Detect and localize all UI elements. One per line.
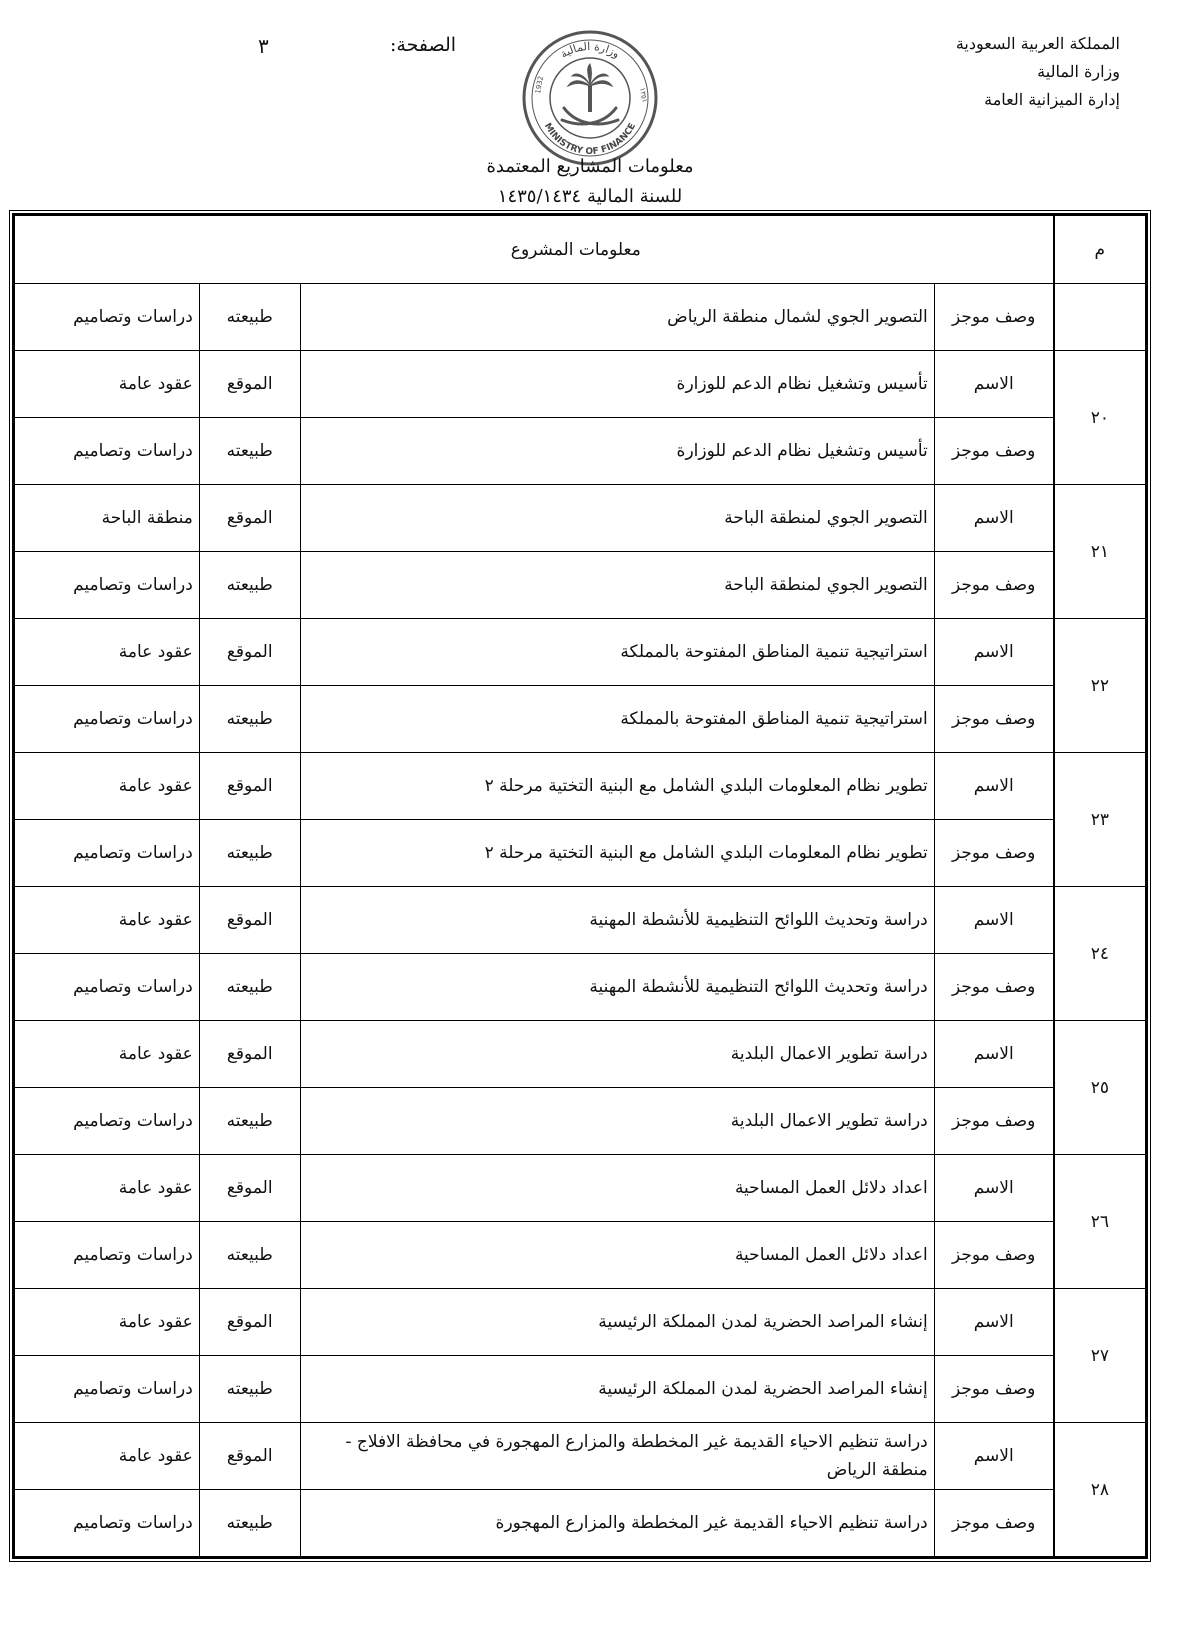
row-number: ٢١ <box>1054 485 1147 619</box>
project-nature: دراسات وتصاميم <box>14 1222 200 1289</box>
table-row <box>14 1356 1147 1423</box>
label-desc: وصف موجز <box>934 820 1053 887</box>
label-location: الموقع <box>199 1021 300 1088</box>
org-line-ministry: وزارة المالية <box>1037 62 1120 81</box>
title-line-2: للسنة المالية ١٤٣٥/١٤٣٤ <box>497 186 683 207</box>
label-name: الاسم <box>934 485 1053 552</box>
label-desc: وصف موجز <box>934 552 1053 619</box>
project-desc: تطوير نظام المعلومات البلدي الشامل مع البنية التختية مرحلة ٢ <box>300 820 934 887</box>
label-location: الموقع <box>199 351 300 418</box>
table-row <box>14 418 1147 485</box>
project-desc: دراسة تنظيم الاحياء القديمة غير المخططة والمزارع المهجورة <box>300 1490 934 1558</box>
table-row <box>14 351 1147 418</box>
project-name: تأسيس وتشغيل نظام الدعم للوزارة <box>300 351 934 418</box>
table-row <box>14 552 1147 619</box>
project-desc: دراسة وتحديث اللوائح التنظيمية للأنشطة المهنية <box>300 954 934 1021</box>
table-row <box>14 887 1147 954</box>
page-number: ٣ <box>258 34 269 58</box>
project-nature: دراسات وتصاميم <box>14 954 200 1021</box>
project-desc: التصوير الجوي لشمال منطقة الرياض <box>300 284 934 351</box>
label-name: الاسم <box>934 887 1053 954</box>
label-name: الاسم <box>934 351 1053 418</box>
seal-bottom-text: MINISTRY OF FINANCE <box>541 121 639 158</box>
row-number: ٢٥ <box>1054 1021 1147 1155</box>
project-location: عقود عامة <box>14 351 200 418</box>
row-number-cell <box>1054 284 1147 351</box>
org-line-department: إدارة الميزانية العامة <box>984 90 1120 109</box>
project-name: دراسة تنظيم الاحياء القديمة غير المخططة والمزارع المهجورة في محافظة الافلاج - منطقة الرياض <box>300 1423 934 1490</box>
label-desc: وصف موجز <box>934 1222 1053 1289</box>
label-nature: طبيعته <box>199 284 300 351</box>
label-nature: طبيعته <box>199 552 300 619</box>
column-header-number: م <box>1054 215 1147 284</box>
org-line-kingdom: المملكة العربية السعودية <box>955 34 1120 53</box>
label-location: الموقع <box>199 619 300 686</box>
label-nature: طبيعته <box>199 820 300 887</box>
project-desc: دراسة تطوير الاعمال البلدية <box>300 1088 934 1155</box>
project-name: إنشاء المراصد الحضرية لمدن المملكة الرئيسية <box>300 1289 934 1356</box>
seal-year-right: ١٣٥١ <box>638 86 649 104</box>
label-name: الاسم <box>934 1021 1053 1088</box>
project-location: عقود عامة <box>14 619 200 686</box>
project-name: دراسة وتحديث اللوائح التنظيمية للأنشطة المهنية <box>300 887 934 954</box>
label-desc: وصف موجز <box>934 284 1053 351</box>
label-nature: طبيعته <box>199 1356 300 1423</box>
row-number: ٢٦ <box>1054 1155 1147 1289</box>
project-nature: دراسات وتصاميم <box>14 284 200 351</box>
project-nature: دراسات وتصاميم <box>14 1356 200 1423</box>
label-nature: طبيعته <box>199 954 300 1021</box>
table-row <box>14 1423 1147 1490</box>
project-name: اعداد دلائل العمل المساحية <box>300 1155 934 1222</box>
label-location: الموقع <box>199 1289 300 1356</box>
label-desc: وصف موجز <box>934 1088 1053 1155</box>
project-desc: اعداد دلائل العمل المساحية <box>300 1222 934 1289</box>
label-nature: طبيعته <box>199 1088 300 1155</box>
row-number: ٢٢ <box>1054 619 1147 753</box>
label-name: الاسم <box>934 1155 1053 1222</box>
label-name: الاسم <box>934 1423 1053 1490</box>
table-row <box>14 1088 1147 1155</box>
project-desc: التصوير الجوي لمنطقة الباحة <box>300 552 934 619</box>
document-title <box>0 152 1200 212</box>
project-location: منطقة الباحة <box>14 485 200 552</box>
label-name: الاسم <box>934 1289 1053 1356</box>
project-nature: دراسات وتصاميم <box>14 1088 200 1155</box>
seal-year-left: 1932 <box>534 75 546 95</box>
row-number: ٢٠ <box>1054 351 1147 485</box>
column-header-project-info: معلومات المشروع <box>14 215 1054 284</box>
project-nature: دراسات وتصاميم <box>14 820 200 887</box>
project-nature: دراسات وتصاميم <box>14 418 200 485</box>
label-nature: طبيعته <box>199 418 300 485</box>
ministry-seal-icon <box>520 28 660 168</box>
label-location: الموقع <box>199 1155 300 1222</box>
row-number: ٢٤ <box>1054 887 1147 1021</box>
project-location: عقود عامة <box>14 1155 200 1222</box>
table-row <box>14 753 1147 820</box>
label-location: الموقع <box>199 1423 300 1490</box>
label-name: الاسم <box>934 753 1053 820</box>
label-nature: طبيعته <box>199 1222 300 1289</box>
label-desc: وصف موجز <box>934 954 1053 1021</box>
label-location: الموقع <box>199 753 300 820</box>
label-desc: وصف موجز <box>934 418 1053 485</box>
label-name: الاسم <box>934 619 1053 686</box>
organization-header <box>956 30 1120 114</box>
project-location: عقود عامة <box>14 753 200 820</box>
label-nature: طبيعته <box>199 1490 300 1558</box>
project-desc: إنشاء المراصد الحضرية لمدن المملكة الرئيسية <box>300 1356 934 1423</box>
project-location: عقود عامة <box>14 1423 200 1490</box>
label-desc: وصف موجز <box>934 1490 1053 1558</box>
table-row <box>14 1155 1147 1222</box>
row-number: ٢٨ <box>1054 1423 1147 1558</box>
label-desc: وصف موجز <box>934 686 1053 753</box>
label-nature: طبيعته <box>199 686 300 753</box>
project-desc: تأسيس وتشغيل نظام الدعم للوزارة <box>300 418 934 485</box>
row-number: ٢٣ <box>1054 753 1147 887</box>
project-name: استراتيجية تنمية المناطق المفتوحة بالمملكة <box>300 619 934 686</box>
project-name: التصوير الجوي لمنطقة الباحة <box>300 485 934 552</box>
table-row <box>14 954 1147 1021</box>
palm-tree-icon <box>568 64 612 112</box>
row-number: ٢٧ <box>1054 1289 1147 1423</box>
projects-table <box>12 213 1148 1559</box>
table-row <box>14 1289 1147 1356</box>
project-location: عقود عامة <box>14 1021 200 1088</box>
table-row <box>14 619 1147 686</box>
title-line-1: معلومات المشاريع المعتمدة <box>486 156 694 177</box>
page-label: الصفحة: <box>390 34 457 56</box>
table-row <box>14 686 1147 753</box>
project-nature: دراسات وتصاميم <box>14 686 200 753</box>
table-row <box>14 1021 1147 1088</box>
project-nature: دراسات وتصاميم <box>14 552 200 619</box>
project-desc: استراتيجية تنمية المناطق المفتوحة بالمملكة <box>300 686 934 753</box>
project-name: تطوير نظام المعلومات البلدي الشامل مع البنية التختية مرحلة ٢ <box>300 753 934 820</box>
label-location: الموقع <box>199 887 300 954</box>
label-location: الموقع <box>199 485 300 552</box>
table-row-continued <box>14 284 1147 351</box>
project-location: عقود عامة <box>14 887 200 954</box>
label-desc: وصف موجز <box>934 1356 1053 1423</box>
project-nature: دراسات وتصاميم <box>14 1490 200 1558</box>
seal-top-text: وزارة المالية <box>558 39 623 61</box>
project-name: دراسة تطوير الاعمال البلدية <box>300 1021 934 1088</box>
table-row <box>14 1490 1147 1558</box>
table-row <box>14 820 1147 887</box>
project-location: عقود عامة <box>14 1289 200 1356</box>
table-header-row <box>14 215 1147 284</box>
table-row <box>14 1222 1147 1289</box>
table-row <box>14 485 1147 552</box>
